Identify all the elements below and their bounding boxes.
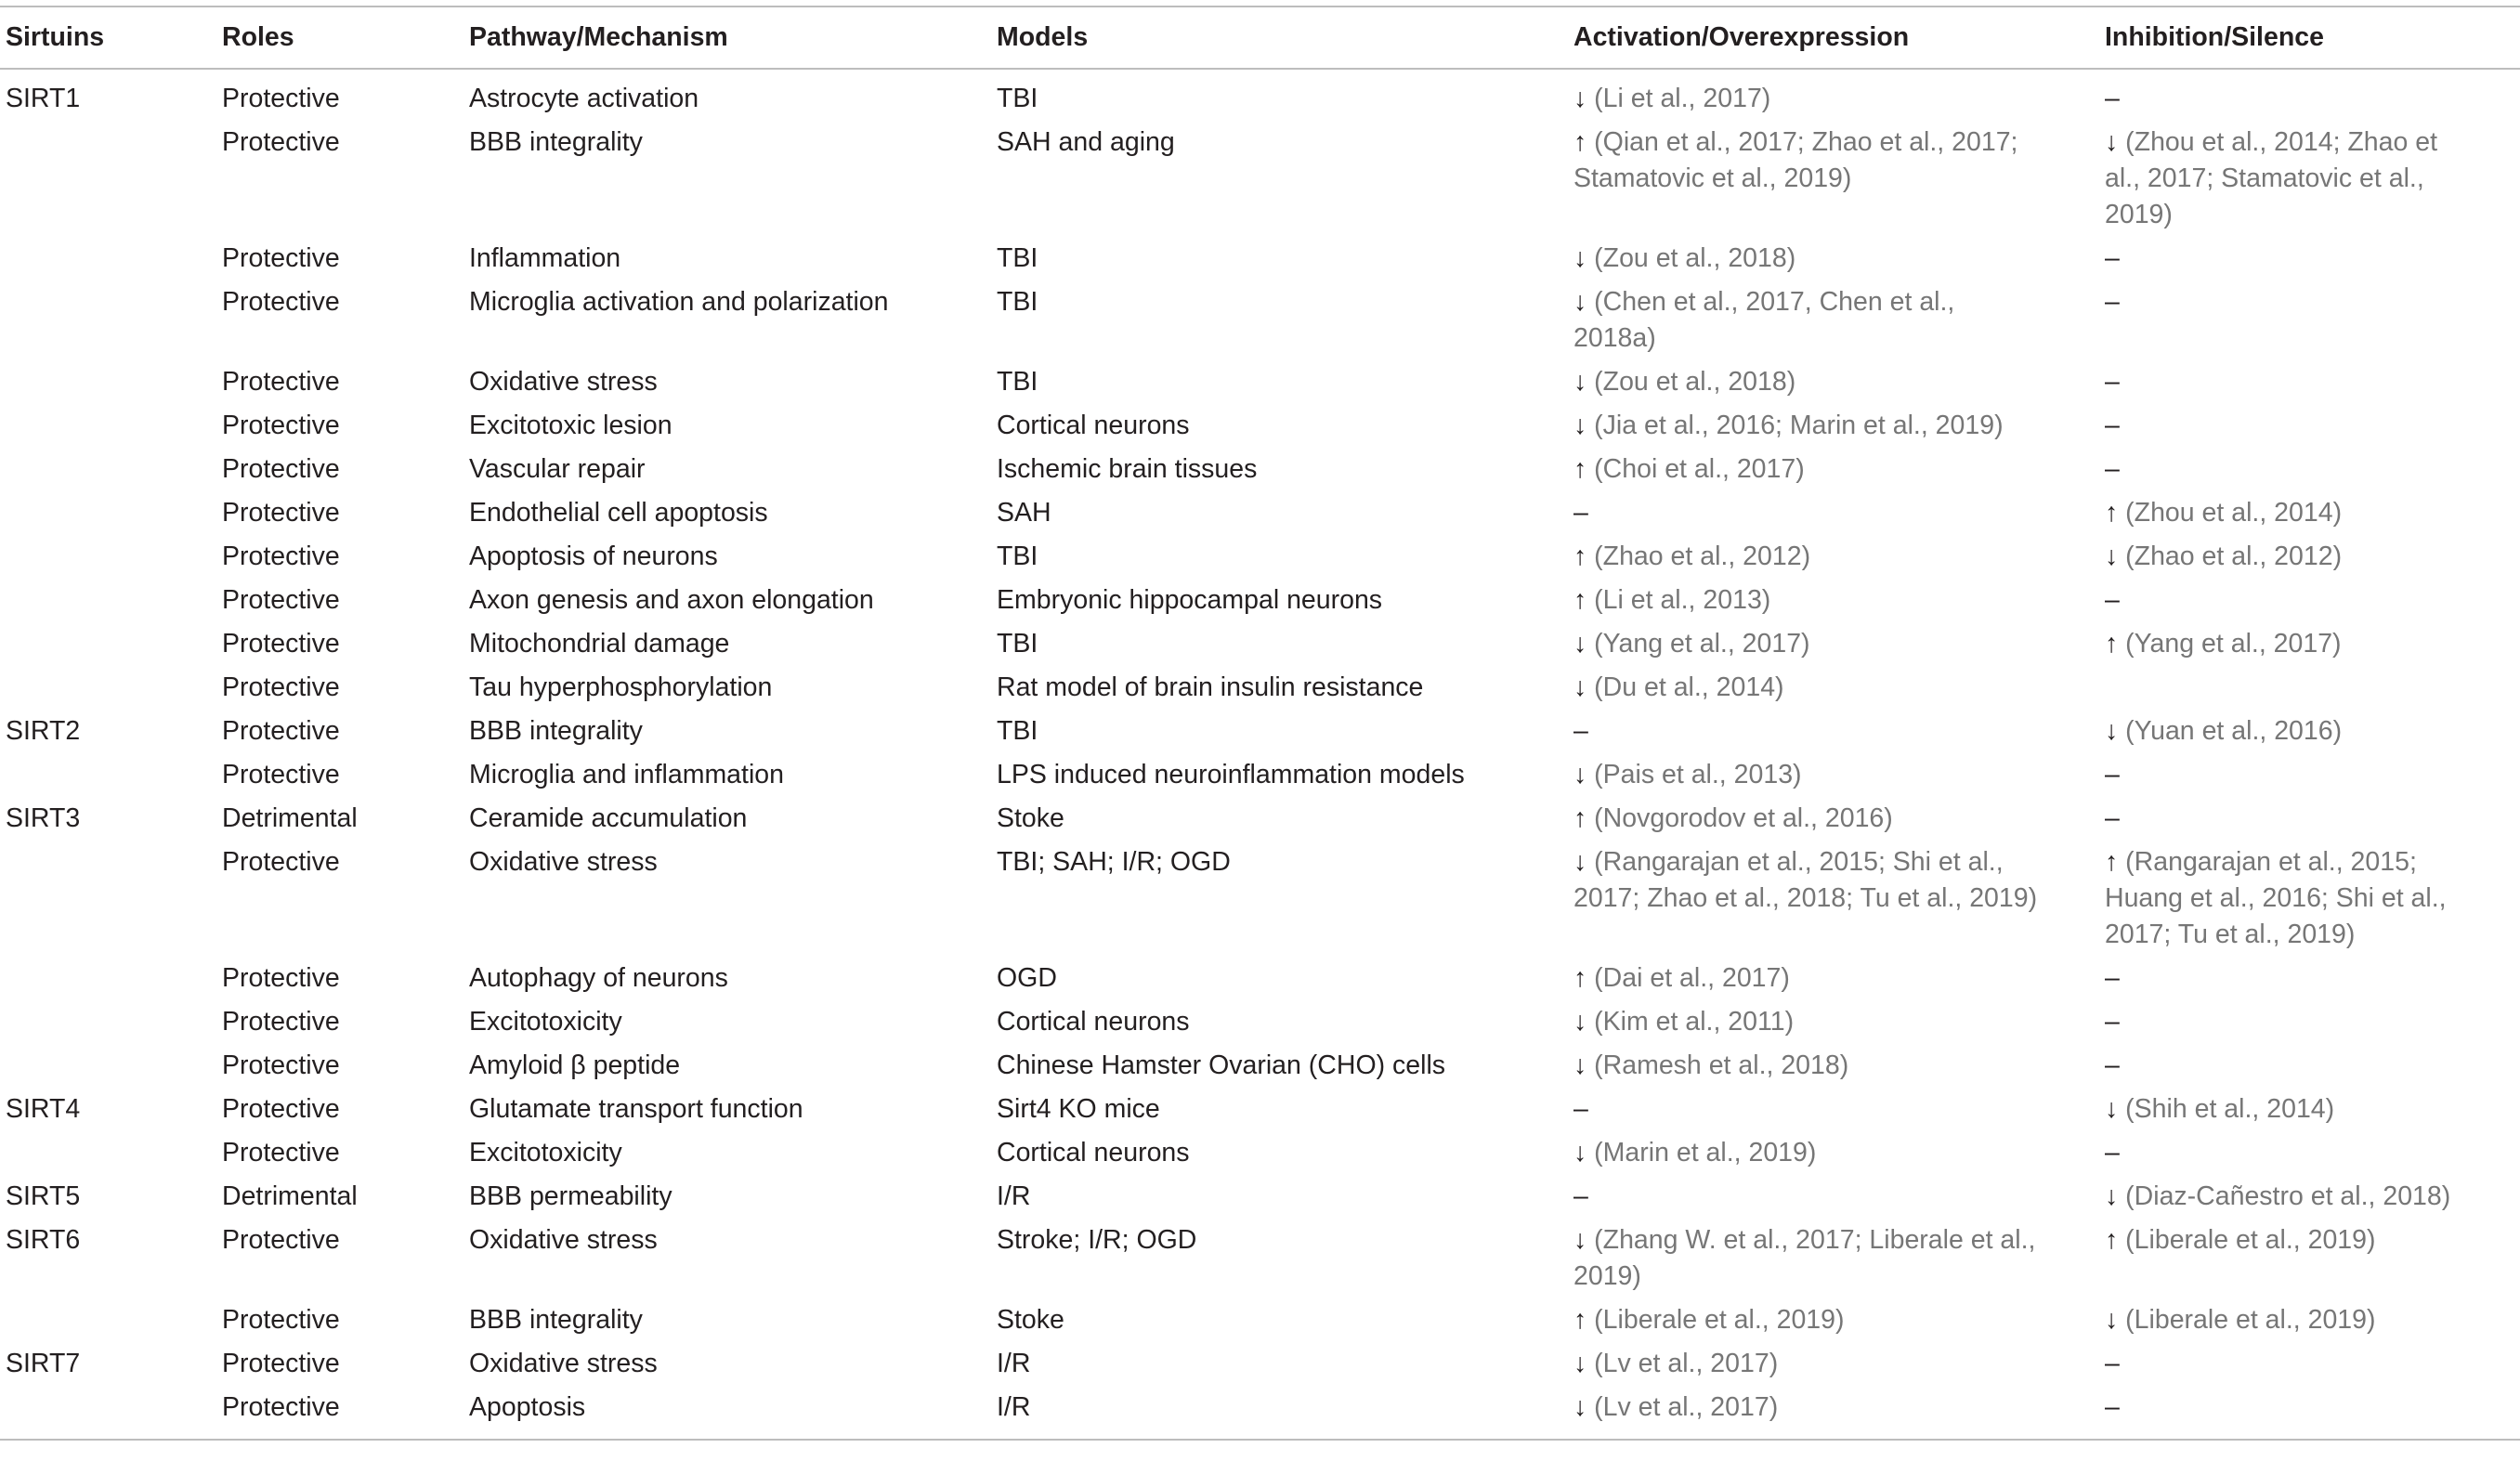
table-row — [0, 1302, 2520, 1346]
cell-sirtuin — [0, 408, 216, 451]
table-row — [0, 364, 2520, 408]
cell-sirtuin: SIRT1 — [6, 84, 81, 113]
cell-pathway: Microglia activation and polarization — [469, 287, 889, 317]
cell-pathway: BBB permeability — [469, 1181, 672, 1211]
cell-activation — [1568, 284, 2099, 364]
cell-sirtuin: SIRT7 — [6, 1349, 81, 1378]
cell-model: Cortical neurons — [997, 1007, 1190, 1037]
cell-pathway: Excitotoxicity — [469, 1007, 622, 1037]
cell-pathway: Oxidative stress — [469, 1349, 658, 1378]
cell-model: TBI — [997, 716, 1038, 746]
cell-activation — [1568, 495, 2099, 539]
cell-model: I/R — [997, 1349, 1031, 1378]
down-arrow-icon: ↓ — [2105, 1305, 2119, 1335]
table-row — [0, 960, 2520, 1004]
no-data-dash: – — [1573, 1181, 1588, 1211]
reference-citations[interactable]: (Zhou et al., 2014) — [2125, 498, 2343, 528]
cell-role: Protective — [222, 287, 340, 317]
cell-model: SAH and aging — [997, 127, 1175, 157]
cell-inhibition — [2099, 670, 2520, 713]
down-arrow-icon: ↓ — [1573, 629, 1587, 659]
cell-sirtuin: SIRT6 — [6, 1225, 81, 1255]
cell-role: Protective — [222, 847, 340, 877]
down-arrow-icon: ↓ — [1573, 243, 1587, 273]
table-row — [0, 284, 2520, 364]
cell-inhibition — [2099, 124, 2520, 241]
header-activation: Activation/Overexpression — [1568, 7, 2099, 69]
cell-sirtuin — [0, 844, 216, 960]
cell-pathway: Glutamate transport function — [469, 1094, 803, 1124]
cell-role: Protective — [222, 1138, 340, 1167]
down-arrow-icon: ↓ — [2105, 541, 2119, 571]
cell-activation — [1568, 451, 2099, 495]
cell-activation — [1568, 1389, 2099, 1440]
cell-model: Cortical neurons — [997, 411, 1190, 440]
table-row — [0, 451, 2520, 495]
cell-model: OGD — [997, 963, 1057, 993]
down-arrow-icon: ↓ — [2105, 1181, 2119, 1211]
cell-pathway: Excitotoxicity — [469, 1138, 622, 1167]
cell-role: Protective — [222, 1349, 340, 1378]
cell-activation — [1568, 1135, 2099, 1179]
cell-pathway: Apoptosis — [464, 1389, 991, 1440]
cell-role: Protective — [222, 1305, 340, 1335]
reference-citations[interactable]: (Li et al., 2017) — [1594, 84, 1771, 113]
cell-model: Cortical neurons — [997, 1138, 1190, 1167]
reference-citations[interactable]: (Chen et al., 2017, Chen et al., 2018a) — [1573, 287, 1955, 353]
cell-pathway: Tau hyperphosphorylation — [469, 672, 773, 702]
no-data-dash: – — [2105, 1050, 2120, 1080]
cell-pathway: Microglia and inflammation — [469, 760, 784, 789]
cell-inhibition — [2099, 757, 2520, 801]
table-row — [0, 1135, 2520, 1179]
cell-activation — [1568, 844, 2099, 960]
cell-model: Stoke — [997, 1305, 1064, 1335]
cell-activation — [1568, 626, 2099, 670]
header-row — [0, 7, 2520, 69]
cell-model: TBI — [997, 287, 1038, 317]
cell-inhibition — [2099, 364, 2520, 408]
down-arrow-icon: ↓ — [1573, 1007, 1587, 1037]
table-row — [0, 124, 2520, 241]
cell-inhibition — [2099, 582, 2520, 626]
no-data-dash: – — [2105, 1007, 2120, 1037]
cell-model: Sirt4 KO mice — [997, 1094, 1160, 1124]
reference-citations[interactable]: (Novgorodov et al., 2016) — [1594, 803, 1893, 833]
cell-model: TBI — [997, 541, 1038, 571]
cell-role: Protective — [222, 127, 340, 157]
cell-role: Protective — [222, 541, 340, 571]
cell-activation — [1568, 582, 2099, 626]
up-arrow-icon: ↑ — [1573, 963, 1587, 993]
cell-sirtuin — [0, 124, 216, 241]
cell-pathway: Endothelial cell apoptosis — [469, 498, 768, 528]
cell-model: TBI — [997, 629, 1038, 659]
cell-inhibition — [2099, 1222, 2520, 1302]
cell-inhibition — [2099, 284, 2520, 364]
cell-sirtuin — [0, 539, 216, 582]
cell-activation — [1568, 1222, 2099, 1302]
reference-citations[interactable]: (Yuan et al., 2016) — [2125, 716, 2343, 746]
cell-inhibition — [2099, 69, 2520, 124]
cell-sirtuin — [0, 582, 216, 626]
cell-role: Protective — [222, 760, 340, 789]
table-row — [0, 1179, 2520, 1222]
reference-citations[interactable]: (Shih et al., 2014) — [2125, 1094, 2335, 1124]
no-data-dash: – — [2105, 84, 2120, 113]
table-row — [0, 582, 2520, 626]
table-row — [0, 757, 2520, 801]
reference-citations[interactable]: (Rangarajan et al., 2015; Shi et al., 2017; Zhao et al., 2018; Tu et al., 2019) — [1573, 847, 2038, 913]
cell-sirtuin — [0, 960, 216, 1004]
no-data-dash: – — [2105, 243, 2120, 273]
up-arrow-icon: ↑ — [2105, 1225, 2119, 1255]
cell-inhibition — [2099, 1179, 2520, 1222]
no-data-dash: – — [2105, 1392, 2120, 1422]
header-models: Models — [991, 7, 1568, 69]
table-row — [0, 713, 2520, 757]
cell-sirtuin — [0, 241, 216, 284]
cell-pathway: Oxidative stress — [469, 847, 658, 877]
no-data-dash: – — [2105, 1349, 2120, 1378]
up-arrow-icon: ↑ — [1573, 541, 1587, 571]
reference-citations[interactable]: (Liberale et al., 2019) — [1594, 1305, 1845, 1335]
cell-role: Protective — [222, 411, 340, 440]
reference-citations[interactable]: (Marin et al., 2019) — [1594, 1138, 1817, 1167]
cell-sirtuin — [0, 757, 216, 801]
down-arrow-icon: ↓ — [1573, 411, 1587, 440]
reference-citations[interactable]: (Yang et al., 2017) — [2125, 629, 2342, 659]
cell-activation — [1568, 1091, 2099, 1135]
cell-sirtuin: SIRT5 — [6, 1181, 81, 1211]
reference-citations[interactable]: (Li et al., 2013) — [1594, 585, 1771, 615]
cell-activation — [1568, 408, 2099, 451]
table-row — [0, 844, 2520, 960]
cell-pathway: Astrocyte activation — [469, 84, 699, 113]
reference-citations[interactable]: (Kim et al., 2011) — [1594, 1007, 1795, 1037]
reference-citations[interactable]: (Du et al., 2014) — [1594, 672, 1784, 702]
reference-citations[interactable]: (Liberale et al., 2019) — [2125, 1305, 2376, 1335]
cell-role: Protective — [222, 367, 340, 397]
no-data-dash: – — [2105, 963, 2120, 993]
cell-model: TBI — [997, 367, 1038, 397]
down-arrow-icon: ↓ — [1573, 760, 1587, 789]
down-arrow-icon: ↓ — [1573, 1225, 1587, 1255]
cell-model: Chinese Hamster Ovarian (CHO) cells — [997, 1050, 1446, 1080]
cell-sirtuin — [0, 1389, 216, 1440]
cell-sirtuin — [0, 626, 216, 670]
cell-inhibition — [2099, 1004, 2520, 1048]
cell-inhibition — [2099, 408, 2520, 451]
no-data-dash: – — [2105, 585, 2120, 615]
up-arrow-icon: ↑ — [1573, 1305, 1587, 1335]
cell-model: Ischemic brain tissues — [997, 454, 1258, 484]
reference-citations[interactable]: (Zhao et al., 2012) — [2125, 541, 2343, 571]
down-arrow-icon: ↓ — [2105, 716, 2119, 746]
reference-citations[interactable]: (Liberale et al., 2019) — [2125, 1225, 2376, 1255]
cell-role: Protective — [222, 84, 340, 113]
cell-model: Stroke; I/R; OGD — [997, 1225, 1197, 1255]
reference-citations[interactable]: (Diaz-Cañestro et al., 2018) — [2125, 1181, 2451, 1211]
cell-sirtuin — [0, 284, 216, 364]
cell-pathway: Excitotoxic lesion — [469, 411, 672, 440]
cell-model: I/R — [997, 1181, 1031, 1211]
cell-activation — [1568, 1179, 2099, 1222]
cell-role: Protective — [222, 498, 340, 528]
cell-sirtuin — [0, 1048, 216, 1091]
cell-sirtuin — [0, 1302, 216, 1346]
cell-model: I/R — [991, 1389, 1568, 1440]
reference-citations[interactable]: (Ramesh et al., 2018) — [1594, 1050, 1849, 1080]
cell-inhibition — [2099, 1048, 2520, 1091]
table-body — [0, 69, 2520, 1440]
reference-citations[interactable]: (Pais et al., 2013) — [1594, 760, 1802, 789]
down-arrow-icon: ↓ — [1573, 1050, 1587, 1080]
table-row — [0, 1222, 2520, 1302]
cell-inhibition — [2099, 626, 2520, 670]
cell-inhibition — [2099, 1302, 2520, 1346]
cell-inhibition — [2099, 844, 2520, 960]
cell-role: Detrimental — [222, 1181, 358, 1211]
cell-pathway: Oxidative stress — [469, 1225, 658, 1255]
cell-model: Stoke — [997, 803, 1064, 833]
table-row — [0, 1389, 2520, 1440]
table-row — [0, 1091, 2520, 1135]
header-inhibition: Inhibition/Silence — [2099, 7, 2520, 69]
table-row — [0, 69, 2520, 124]
down-arrow-icon: ↓ — [1573, 1392, 1587, 1422]
down-arrow-icon: ↓ — [1573, 287, 1587, 317]
cell-pathway: Axon genesis and axon elongation — [469, 585, 874, 615]
reference-citations[interactable]: (Jia et al., 2016; Marin et al., 2019) — [1594, 411, 2004, 440]
cell-sirtuin — [0, 364, 216, 408]
table-row — [0, 241, 2520, 284]
no-data-dash: – — [2105, 803, 2120, 833]
cell-activation — [1568, 1048, 2099, 1091]
table-row — [0, 539, 2520, 582]
cell-inhibition — [2099, 241, 2520, 284]
table-row — [0, 495, 2520, 539]
cell-model: Embryonic hippocampal neurons — [997, 585, 1383, 615]
up-arrow-icon: ↑ — [2105, 498, 2119, 528]
no-data-dash: – — [2105, 760, 2120, 789]
cell-role: Protective — [222, 629, 340, 659]
reference-citations[interactable]: (Dai et al., 2017) — [1594, 963, 1790, 993]
up-arrow-icon: ↑ — [1573, 585, 1587, 615]
reference-citations[interactable]: (Lv et al., 2017) — [1594, 1392, 1779, 1422]
cell-role: Protective — [222, 243, 340, 273]
no-data-dash: – — [2105, 367, 2120, 397]
cell-role: Protective — [222, 672, 340, 702]
header-sirtuins: Sirtuins — [0, 7, 216, 69]
cell-pathway: BBB integrality — [469, 716, 643, 746]
cell-activation — [1568, 801, 2099, 844]
cell-model: TBI — [997, 84, 1038, 113]
cell-pathway: BBB integrality — [469, 1305, 643, 1335]
sirtuin-roles-table — [0, 6, 2520, 1441]
cell-pathway: Ceramide accumulation — [469, 803, 748, 833]
down-arrow-icon: ↓ — [2105, 1094, 2119, 1124]
up-arrow-icon: ↑ — [1573, 454, 1587, 484]
reference-citations[interactable]: (Lv et al., 2017) — [1594, 1349, 1779, 1378]
down-arrow-icon: ↓ — [1573, 672, 1587, 702]
reference-citations[interactable]: (Zhao et al., 2012) — [1594, 541, 1811, 571]
down-arrow-icon: ↓ — [2105, 127, 2119, 157]
cell-sirtuin — [0, 1004, 216, 1048]
table-header — [0, 7, 2520, 69]
cell-pathway: Oxidative stress — [469, 367, 658, 397]
sirtuin-table-container — [0, 6, 2520, 1441]
header-roles: Roles — [216, 7, 464, 69]
cell-model: SAH — [997, 498, 1051, 528]
cell-activation — [1568, 1004, 2099, 1048]
cell-sirtuin — [0, 495, 216, 539]
cell-pathway: BBB integrality — [469, 127, 643, 157]
no-data-dash: – — [1573, 1094, 1588, 1124]
cell-inhibition — [2099, 713, 2520, 757]
down-arrow-icon: ↓ — [1573, 367, 1587, 397]
cell-role: Protective — [222, 454, 340, 484]
no-data-dash: – — [2105, 454, 2120, 484]
cell-activation — [1568, 364, 2099, 408]
up-arrow-icon: ↑ — [1573, 803, 1587, 833]
table-row — [0, 1346, 2520, 1389]
cell-role: Protective — [222, 963, 340, 993]
cell-pathway: Vascular repair — [469, 454, 646, 484]
cell-sirtuin: SIRT4 — [6, 1094, 81, 1124]
cell-pathway: Inflammation — [469, 243, 621, 273]
up-arrow-icon: ↑ — [1573, 127, 1587, 157]
down-arrow-icon: ↓ — [1573, 1349, 1587, 1378]
cell-activation — [1568, 757, 2099, 801]
cell-activation — [1568, 670, 2099, 713]
cell-role: Protective — [222, 716, 340, 746]
cell-sirtuin — [0, 670, 216, 713]
cell-inhibition — [2099, 1091, 2520, 1135]
reference-citations[interactable]: (Zhang W. et al., 2017; Liberale et al., 2019) — [1573, 1225, 2036, 1291]
cell-inhibition — [2099, 1389, 2520, 1440]
cell-inhibition — [2099, 495, 2520, 539]
up-arrow-icon: ↑ — [2105, 847, 2119, 877]
reference-citations[interactable]: (Yang et al., 2017) — [1594, 629, 1810, 659]
up-arrow-icon: ↑ — [2105, 629, 2119, 659]
cell-activation — [1568, 960, 2099, 1004]
reference-citations[interactable]: (Zhou et al., 2014; Zhao et al., 2017; Stamatovic et al., 2019) — [2105, 127, 2438, 229]
cell-role: Protective — [222, 1050, 340, 1080]
reference-citations[interactable]: (Qian et al., 2017; Zhao et al., 2017; Stamatovic et al., 2019) — [1573, 127, 2018, 193]
down-arrow-icon: ↓ — [1573, 84, 1587, 113]
reference-citations[interactable]: (Rangarajan et al., 2015; Huang et al., 2016; Shi et al., 2017; Tu et al., 2019) — [2105, 847, 2447, 949]
header-pathway: Pathway/Mechanism — [464, 7, 991, 69]
cell-model: Rat model of brain insulin resistance — [997, 672, 1424, 702]
cell-activation — [1568, 69, 2099, 124]
table-row — [0, 801, 2520, 844]
cell-inhibition — [2099, 960, 2520, 1004]
reference-citations[interactable]: (Choi et al., 2017) — [1594, 454, 1805, 484]
cell-sirtuin — [0, 1135, 216, 1179]
cell-sirtuin: SIRT3 — [6, 803, 81, 833]
cell-activation — [1568, 539, 2099, 582]
table-row — [0, 626, 2520, 670]
cell-inhibition — [2099, 1346, 2520, 1389]
cell-inhibition — [2099, 539, 2520, 582]
cell-role: Protective — [222, 1094, 340, 1124]
no-data-dash: – — [2105, 411, 2120, 440]
table-row — [0, 408, 2520, 451]
cell-sirtuin: SIRT2 — [6, 716, 81, 746]
cell-pathway: Autophagy of neurons — [469, 963, 728, 993]
cell-inhibition — [2099, 1135, 2520, 1179]
table-row — [0, 1004, 2520, 1048]
reference-citations[interactable]: (Zou et al., 2018) — [1594, 367, 1796, 397]
cell-activation — [1568, 124, 2099, 241]
cell-inhibition — [2099, 451, 2520, 495]
cell-role: Protective — [222, 1007, 340, 1037]
down-arrow-icon: ↓ — [1573, 1138, 1587, 1167]
cell-role: Protective — [222, 585, 340, 615]
table-row — [0, 1048, 2520, 1091]
cell-pathway: Amyloid β peptide — [469, 1050, 681, 1080]
no-data-dash: – — [2105, 287, 2120, 317]
cell-pathway: Mitochondrial damage — [469, 629, 730, 659]
cell-model: LPS induced neuroinflammation models — [997, 760, 1465, 789]
cell-activation — [1568, 241, 2099, 284]
cell-inhibition — [2099, 801, 2520, 844]
cell-activation — [1568, 1302, 2099, 1346]
no-data-dash: – — [1573, 716, 1588, 746]
cell-role: Detrimental — [222, 803, 358, 833]
reference-citations[interactable]: (Zou et al., 2018) — [1594, 243, 1796, 273]
cell-activation — [1568, 713, 2099, 757]
cell-role: Protective — [216, 1389, 464, 1440]
cell-model: TBI; SAH; I/R; OGD — [997, 847, 1231, 877]
no-data-dash: – — [1573, 498, 1588, 528]
cell-activation — [1568, 1346, 2099, 1389]
cell-pathway: Apoptosis of neurons — [469, 541, 718, 571]
cell-model: TBI — [997, 243, 1038, 273]
cell-sirtuin — [0, 451, 216, 495]
no-data-dash: – — [2105, 1138, 2120, 1167]
down-arrow-icon: ↓ — [1573, 847, 1587, 877]
cell-role: Protective — [222, 1225, 340, 1255]
table-row — [0, 670, 2520, 713]
